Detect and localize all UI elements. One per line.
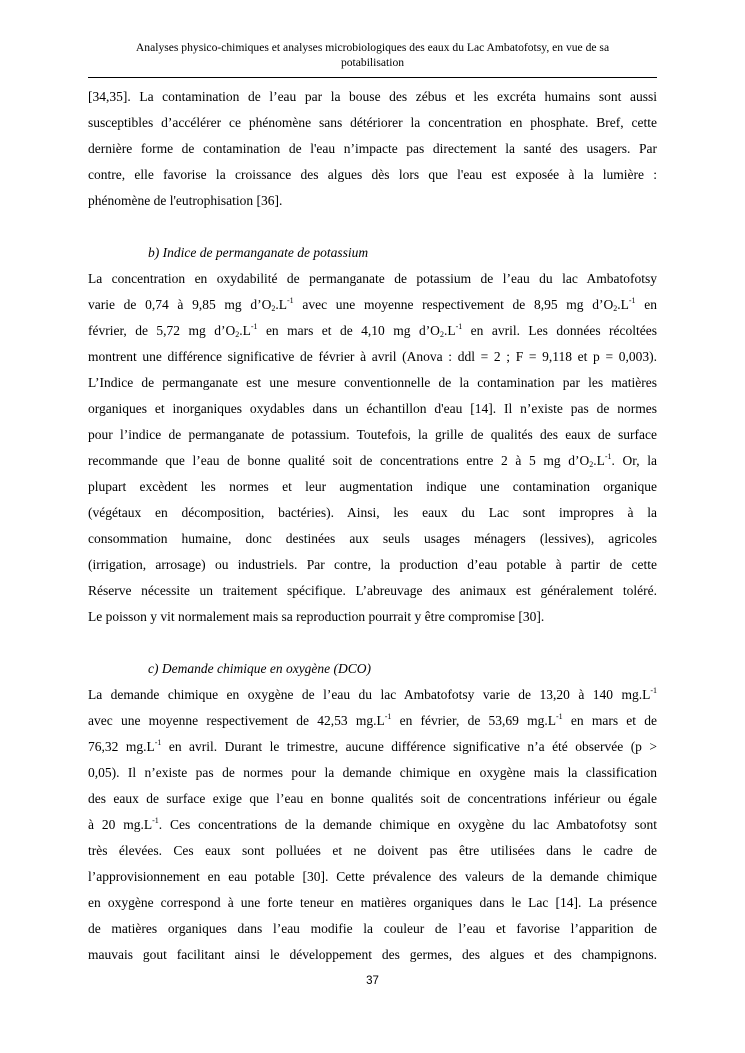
- text-line: de matières organiques dans l’eau modifie la couleur de l’eau et favorise l’apparition de: [88, 921, 657, 936]
- text-line: en oxygène correspond à une forte teneur en matières organiques dans le Lac [14]. La présence: [88, 895, 657, 910]
- text-line: des eaux de surface exige que l’eau en bonne qualités soit de concentrations inférieur ou égale: [88, 791, 657, 806]
- text-line: Réserve nécessite un traitement spécifique. L’abreuvage des animaux est généralement toléré.: [88, 583, 657, 598]
- text-line: (irrigation, arrosage) ou industriels. Par contre, la production d’eau potable à partir de cette: [88, 557, 657, 572]
- text-line: consommation humaine, donc destinées aux seuls usages ménagers (lessives), agricoles: [88, 531, 657, 546]
- text-line: phénomène de l'eutrophisation [36].: [88, 193, 283, 208]
- section-b-heading: b) Indice de permanganate de potassium: [148, 245, 369, 260]
- text-line: contre, elle favorise la croissance des algues dès lors que l'eau est exposée à la lumière :: [88, 167, 657, 182]
- text-line: pour l’indice de permanganate de potassium. Toutefois, la grille de qualités des eaux de surface: [88, 427, 657, 442]
- text-line: L’Indice de permanganate est une mesure conventionnelle de la contamination par les matières: [88, 375, 657, 390]
- header-line-1: Analyses physico-chimiques et analyses microbiologiques des eaux du Lac Ambatofotsy, en vue de sa: [135, 41, 610, 54]
- text-line: susceptibles d’accélérer ce phénomène sans détériorer la concentration en phosphate. Bref, cette: [88, 115, 657, 130]
- text-line: (végétaux en décomposition, bactéries). Ainsi, les eaux du Lac sont impropres à la: [88, 505, 657, 520]
- text-line: plupart excèdent les normes et leur augmentation indique une contamination organique: [88, 479, 657, 494]
- section-c-paragraph: [88, 682, 657, 968]
- header-line-2: potabilisation: [340, 56, 405, 69]
- text-line: très élevées. Ces eaux sont polluées et ne doivent pas être utilisées dans le cadre de: [88, 843, 657, 858]
- section-c-heading: c) Demande chimique en oxygène (DCO): [148, 661, 372, 676]
- text-line: [34,35]. La contamination de l’eau par la bouse des zébus et les excréta humains sont aussi: [88, 89, 657, 104]
- header-rule: [88, 77, 657, 78]
- page-number: 37: [366, 975, 379, 987]
- text-line: varie de 0,74 à 9,85 mg $d’O_2.L^{-1}$ avec une moyenne respectivement de 8,95 mg $d’O_2.L^{-1}$ en: [88, 296, 657, 313]
- text-line: dernière forme de contamination de l'eau n’impacte pas directement la santé des usagers. Par: [88, 141, 657, 156]
- text-line: La concentration en oxydabilité de permanganate de potassium de l’eau du lac Ambatofotsy: [88, 271, 657, 286]
- text-line: organiques et inorganiques oxydables dans un échantillon d'eau [14]. Il n’existe pas de normes: [88, 401, 657, 416]
- text-line: à 20 $mg.L^{-1}$. Ces concentrations de la demande chimique en oxygène du lac Ambatofotsy sont: [88, 816, 657, 832]
- running-header: [88, 40, 657, 70]
- text-line: février, de 5,72 mg $d’O_2.L^{-1}$ en mars et de 4,10 mg $d’O_2.L^{-1}$ en avril. Les données récoltées: [88, 322, 658, 339]
- text-line: La demande chimique en oxygène de l’eau du lac Ambatofotsy varie de 13,20 à 140 $mg.L^{-1}$: [88, 686, 657, 702]
- intro-paragraph: [88, 84, 657, 214]
- section-b-paragraph: [88, 266, 657, 630]
- text-line: mauvais gout facilitant ainsi le développement des germes, des algues et des champignons.: [88, 947, 657, 962]
- text-line: 76,32 $mg.L^{-1}$ en avril. Durant le trimestre, aucune différence significative n’a été observée (p >: [88, 738, 658, 754]
- text-line: avec une moyenne respectivement de 42,53 $mg.L^{-1}$ en février, de 53,69 $mg.L^{-1}$ en mars et de: [88, 712, 658, 728]
- text-line: l’approvisionnement en eau potable [30]. Cette prévalence des valeurs de la demande chimique: [88, 869, 657, 884]
- text-line: montrent une différence significative de février à avril (Anova : ddl = 2 ; F = 9,118 et p = 0,003).: [88, 349, 657, 364]
- text-line: Le poisson y vit normalement mais sa reproduction pourrait y être compromise [30].: [88, 609, 545, 624]
- text-line: recommande que l’eau de bonne qualité soit de concentrations entre 2 à 5 mg $d’O_2.L^{-1}$. Or, la: [88, 452, 657, 469]
- page-body: [88, 84, 657, 968]
- text-line: 0,05). Il n’existe pas de normes pour la demande chimique en oxygène mais la classification: [88, 765, 657, 780]
